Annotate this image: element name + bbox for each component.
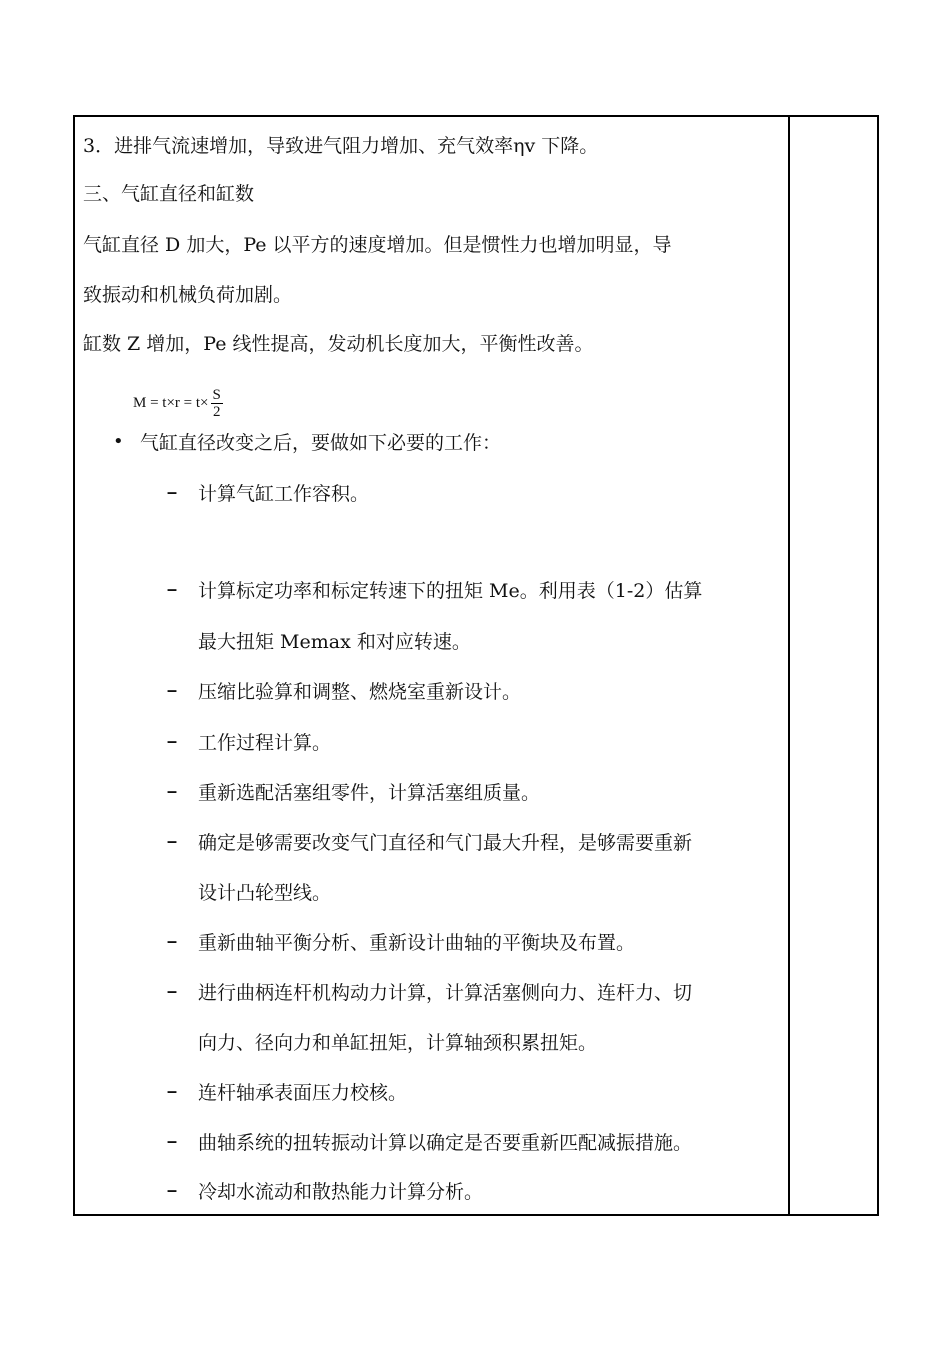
section-heading: 三、气缸直径和缸数 (83, 183, 255, 205)
column-divider (788, 117, 790, 1214)
list-item: 压缩比验算和调整、燃烧室重新设计。 (198, 681, 522, 703)
dash-icon: – (167, 1081, 178, 1101)
list-item: 冷却水流动和散热能力计算分析。 (198, 1181, 484, 1203)
dash-icon: – (167, 1131, 178, 1151)
dash-icon: – (167, 680, 178, 700)
list-item: 进行曲柄连杆机构动力计算，计算活塞侧向力、连杆力、切 (198, 982, 693, 1004)
paragraph-bore-line2: 致振动和机械负荷加剧。 (83, 284, 293, 306)
list-item-continuation: 向力、径向力和单缸扭矩，计算轴颈积累扭矩。 (198, 1032, 598, 1054)
dash-icon: – (167, 781, 178, 801)
list-item: 曲轴系统的扭转振动计算以确定是否要重新匹配减振措施。 (198, 1132, 693, 1154)
dash-icon: – (167, 1180, 178, 1200)
torque-formula (133, 387, 223, 420)
paragraph-intake-speed: 3．进排气流速增加，导致进气阻力增加、充气效率ηv 下降。 (83, 135, 599, 157)
list-item: 确定是够需要改变气门直径和气门最大升程，是够需要重新 (198, 832, 693, 854)
formula-fraction (211, 387, 223, 420)
dash-icon: – (167, 731, 178, 751)
bullet-icon: • (113, 431, 124, 452)
paragraph-cylinders: 缸数 Z 增加，Pe 线性提高，发动机长度加大，平衡性改善。 (83, 333, 594, 355)
dash-icon: – (167, 831, 178, 851)
list-item: 计算标定功率和标定转速下的扭矩 Me。利用表（1-2）估算 (198, 580, 703, 602)
dash-icon: – (167, 981, 178, 1001)
list-item-continuation: 设计凸轮型线。 (198, 882, 332, 904)
list-item: 工作过程计算。 (198, 732, 332, 754)
list-item-continuation: 最大扭矩 Memax 和对应转速。 (198, 631, 471, 653)
formula-lhs: M = t×r = t× (133, 395, 209, 411)
list-item: 重新选配活塞组零件，计算活塞组质量。 (198, 782, 541, 804)
list-item: 计算气缸工作容积。 (198, 483, 370, 505)
formula-denominator: 2 (212, 404, 221, 420)
list-item: 连杆轴承表面压力校核。 (198, 1082, 408, 1104)
dash-icon: – (167, 931, 178, 951)
paragraph-bore-line1: 气缸直径 D 加大，Pe 以平方的速度增加。但是惯性力也增加明显，导 (83, 234, 672, 256)
list-item: 重新曲轴平衡分析、重新设计曲轴的平衡块及布置。 (198, 932, 636, 954)
dash-icon: – (167, 482, 178, 502)
formula-numerator: S (212, 387, 221, 403)
bullet-text: 气缸直径改变之后，要做如下必要的工作： (140, 432, 502, 454)
content-table (73, 115, 879, 1216)
dash-icon: – (167, 579, 178, 599)
